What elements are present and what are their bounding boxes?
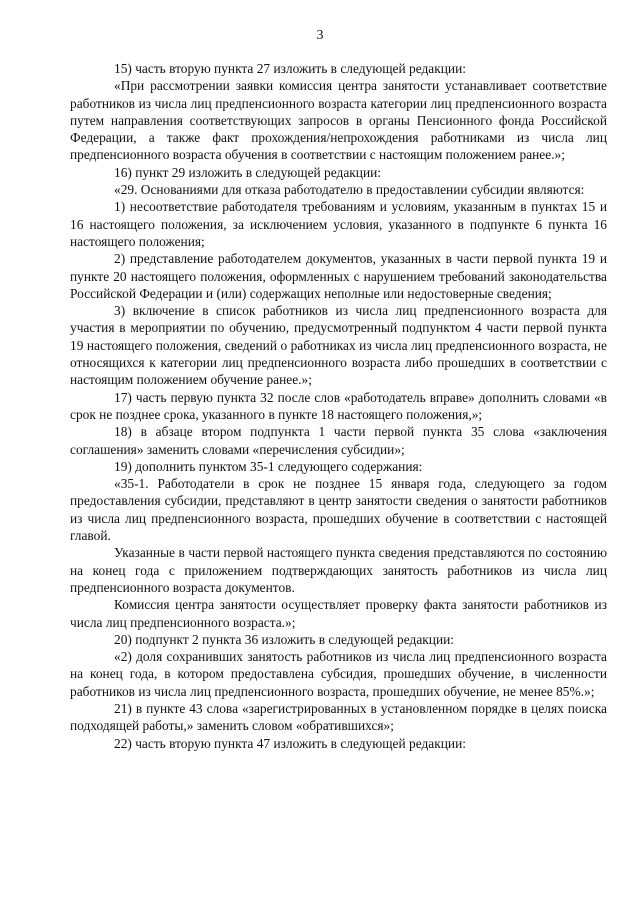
paragraph-item-17: 17) часть первую пункта 32 после слов «работодатель вправе» дополнить словами «в срок не позднее срока, указанного в пункте 18 настоящего положения,»; xyxy=(70,389,607,422)
page-number: 3 xyxy=(316,28,324,43)
paragraph-item-20: 20) подпункт 2 пункта 36 изложить в следующей редакции: xyxy=(114,631,454,647)
paragraph-item-21: 21) в пункте 43 слова «зарегистрированных в установленном порядке в целях поиска подходящей работы,» заменить словом «обратившихся»; xyxy=(70,700,607,734)
paragraph-item-18: 18) в абзаце втором подпункта 1 части первой пункта 35 слова «заключения соглашения» заменить словами «перечисления субсидии»; xyxy=(70,424,607,457)
paragraph-point-35-1-part-2: Указанные в части первой настоящего пункта сведения представляются по состоянию на конец года с приложением подтверждающих занятость работников из числа лиц предпенсионного возраста документов. xyxy=(70,545,607,595)
paragraph-item-15-text: «При рассмотрении заявки комиссия центра занятости устанавливает соответствие работников из числа лиц предпенсионного возраста категории лиц предпенсионного возраста путем направления соответствующих запросов в органы Пенсионного фонда Российской Федерации, а также факт прохождения/непрохождения работниками из числа лиц предпенсионного возраста обучения в соответствии с настоящим положением ранее.»; xyxy=(70,78,607,163)
paragraph-item-15: 15) часть вторую пункта 27 изложить в следующей редакции: xyxy=(114,61,466,76)
paragraph-item-19: 19) дополнить пунктом 35-1 следующего содержания: xyxy=(114,458,423,474)
paragraph-point-29-sub-3: 3) включение в список работников из числа лиц предпенсионного возраста для участия в мероприятии по обучению, предусмотренный подпунктом 4 части первой пункта 19 настоящего положения, сведений о работниках из числа лиц предпенсионного возраста, не относящихся к категории лиц предпенсионного возраста либо прошедших в соответствии с настоящим положением обучение ранее.»; xyxy=(70,303,607,388)
paragraph-point-35-1: «35-1. Работодатели в срок не позднее 15 января года, следующего за годом предоставления субсидии, представляют в центр занятости сведения о занятости работников из числа лиц предпенсионного возраста, прошедших обучение в соответствии с настоящей главой. xyxy=(70,476,607,544)
paragraph-point-29-sub-1: 1) несоответствие работодателя требованиям и условиям, указанным в пунктах 15 и 16 настоящего положения, за исключением условия, указанного в подпункте 6 пункта 16 настоящего положения; xyxy=(70,199,607,249)
document-body xyxy=(70,60,607,752)
paragraph-point-29: «29. Основаниями для отказа работодателю в предоставлении субсидии являются: xyxy=(114,182,585,198)
paragraph-point-29-sub-2: 2) представление работодателем документов, указанных в части первой пункта 19 и пункте 20 настоящего положения, оформленных с нарушением требований законодательства Российской Федерации и (или) содержащих неполные или недостоверные сведения; xyxy=(70,251,607,301)
paragraph-item-20-text: «2) доля сохранивших занятость работников из числа лиц предпенсионного возраста на конец года, в котором предоставлена субсидия, прошедших обучение, в численности работников из числа лиц предпенсионного возраста, прошедших обучение, не менее 85%.»; xyxy=(70,649,607,699)
paragraph-point-35-1-part-3: Комиссия центра занятости осуществляет проверку факта занятости работников из числа лиц предпенсионного возраста.»; xyxy=(70,597,607,630)
paragraph-item-16: 16) пункт 29 изложить в следующей редакции: xyxy=(114,164,382,180)
paragraph-item-22: 22) часть вторую пункта 47 изложить в следующей редакции: xyxy=(114,735,466,751)
